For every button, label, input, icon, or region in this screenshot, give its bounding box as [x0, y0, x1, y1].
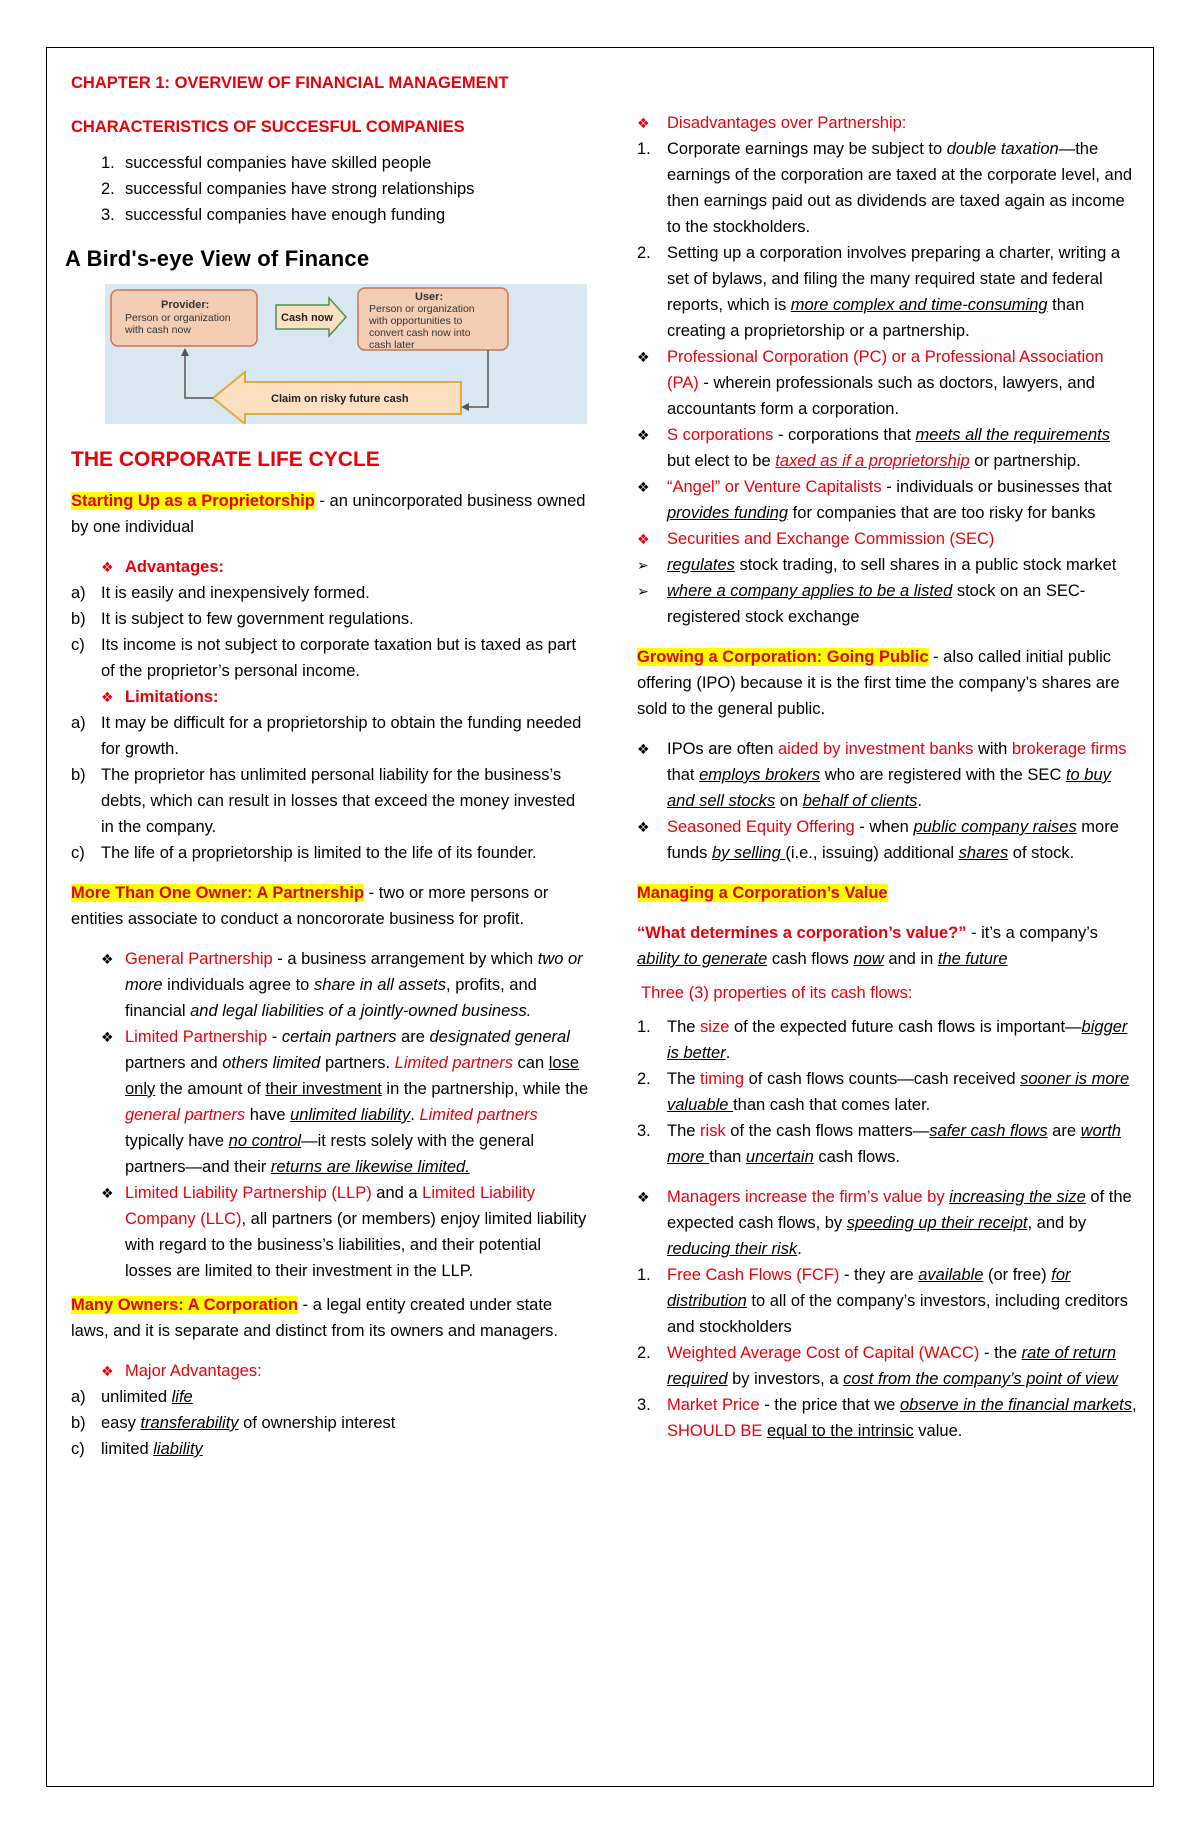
going-public-definition: Growing a Corporation: Going Public - also called initial public offering (IPO) because it is the first time the company’s shares are sold to the general public. — [637, 648, 1120, 718]
chapter-title: CHAPTER 1: OVERVIEW OF FINANCIAL MANAGEMENT — [71, 74, 509, 92]
list-item: a) It is easily and inexpensively formed. — [71, 584, 370, 602]
list-item: a) unlimited life — [71, 1388, 193, 1406]
diamond-bullet-icon: ❖ — [637, 349, 650, 365]
life-cycle-title: THE CORPORATE LIFE CYCLE — [71, 448, 380, 471]
arrow-bullet-icon: ➢ — [637, 583, 649, 599]
managers-item: ❖ Managers increase the firm’s value by increasing the size of the expected cash flows, by speeding up their receipt, and by reducing their risk. — [637, 1184, 1137, 1262]
list-item: 2. Weighted Average Cost of Capital (WACC) - the rate of return required by investors, a cost from the company’s point of view — [637, 1344, 1118, 1388]
list-item: c) Its income is not subject to corporate taxation but is taxed as part of the proprietor’s personal income. — [71, 636, 577, 680]
right-column — [637, 110, 1137, 1444]
list-item: c) limited liability — [71, 1440, 203, 1458]
partnership-definition: More Than One Owner: A Partnership - two or more persons or entities associate to conduct a noncororate business for profit. — [71, 884, 549, 928]
list-item: 1. successful companies have skilled people — [101, 154, 432, 172]
list-item: c) The life of a proprietorship is limited to the life of its founder. — [71, 844, 537, 862]
diamond-bullet-icon: ❖ — [637, 115, 650, 131]
list-item: b) The proprietor has unlimited personal liability for the business’s debts, which can result in losses that exceed the money invested in the company. — [71, 766, 576, 836]
corporation-heading: Many Owners: A Corporation — [71, 1296, 299, 1314]
user-desc-line: with opportunities to — [369, 315, 463, 327]
birds-eye-title: A Bird's-eye View of Finance — [65, 246, 370, 271]
s-corp-item: ❖ S corporations - corporations that meets all the requirements but elect to be taxed as if a proprietorship or partnership. — [637, 422, 1137, 474]
angel-item: ❖ “Angel” or Venture Capitalists - individuals or businesses that provides funding for companies that are too risky for banks — [637, 474, 1137, 526]
finance-flow-diagram — [105, 284, 587, 424]
list-item: 1. Free Cash Flows (FCF) - they are available (or free) for distribution to all of the company’s investors, including creditors and stockholders — [637, 1266, 1129, 1336]
llp-item: ❖ Limited Liability Partnership (LLP) and a Limited Liability Company (LLC), all partners (or members) enjoy limited liability with regard to the business’s liabilities, and their potential losses are limited to their investment in the LLP. — [71, 1180, 591, 1284]
user-desc-line: Person or organization — [369, 303, 475, 315]
cash-flow-properties-heading: Three (3) properties of its cash flows: — [641, 984, 913, 1002]
list-item: a) It may be difficult for a proprietorship to obtain the funding needed for growth. — [71, 714, 582, 758]
list-item: 2. Setting up a corporation involves preparing a charter, writing a set of bylaws, and filing the many required state and federal reports, which is more complex and time-consuming than creating a proprietorship or a partnership. — [637, 244, 1121, 340]
sec-item: ❖ Securities and Exchange Commission (SEC) — [637, 526, 1137, 552]
seo-item: ❖ Seasoned Equity Offering - when public company raises more funds by selling (i.e., issuing) additional shares of stock. — [637, 814, 1137, 866]
value-heading: Managing a Corporation’s Value — [637, 884, 888, 902]
diamond-bullet-icon: ❖ — [101, 951, 114, 967]
diamond-bullet-icon: ❖ — [637, 479, 650, 495]
diamond-bullet-icon: ❖ — [637, 531, 650, 547]
diamond-bullet-icon: ❖ — [101, 559, 114, 575]
major-advantages-label: ❖ Major Advantages: — [71, 1358, 591, 1384]
diamond-bullet-icon: ❖ — [637, 427, 650, 443]
provider-title: Provider: — [161, 299, 210, 311]
limitations-label: ❖ Limitations: — [71, 684, 591, 710]
user-title: User: — [415, 291, 444, 303]
diamond-bullet-icon: ❖ — [101, 1363, 114, 1379]
general-partnership-item: ❖ General Partnership - a business arrangement by which two or more individuals agree to share in all assets, profits, and financial and legal liabilities of a jointly-owned business. — [71, 946, 591, 1024]
list-item: 3. Market Price - the price that we observe in the financial markets, SHOULD BE equal to the intrinsic value. — [637, 1396, 1137, 1440]
value-question: “What determines a corporation’s value?” - it’s a company’s ability to generate cash flows now and in the future — [637, 924, 1098, 968]
list-item: 2. The timing of cash flows counts—cash received sooner is more valuable than cash that comes later. — [637, 1070, 1130, 1114]
value-heading-line — [637, 880, 1137, 906]
list-item: 3. The risk of the cash flows matters—safer cash flows are worth more than uncertain cash flows. — [637, 1122, 1121, 1166]
arrow-bullet-icon: ➢ — [637, 557, 649, 573]
cash-now-label: Cash now — [281, 312, 333, 324]
list-item: 1. Corporate earnings may be subject to double taxation—the earnings of the corporation are taxed at the corporate level, and then earnings paid out as dividends are taxed again as income to the stockholders. — [637, 140, 1133, 236]
proprietorship-definition: Starting Up as a Proprietorship - an unincorporated business owned by one individual — [71, 492, 586, 536]
diamond-bullet-icon: ❖ — [637, 741, 650, 757]
list-item: 3. successful companies have enough funding — [101, 206, 446, 224]
left-column — [65, 70, 591, 1462]
list-item: 1. The size of the expected future cash flows is important—bigger is better. — [637, 1018, 1128, 1062]
claim-label: Claim on risky future cash — [271, 393, 409, 405]
pc-item: ❖ Professional Corporation (PC) or a Professional Association (PA) - wherein professionals such as doctors, lawyers, and accountants form a corporation. — [637, 344, 1137, 422]
advantages-label: ❖ Advantages: — [71, 554, 591, 580]
diamond-bullet-icon: ❖ — [101, 1185, 114, 1201]
ipo-item: ❖ IPOs are often aided by investment banks with brokerage firms that employs brokers who are registered with the SEC to buy and sell stocks on behalf of clients. — [637, 736, 1137, 814]
limited-partnership-item: ❖ Limited Partnership - certain partners are designated general partners and others limited partners. Limited partners can lose only the amount of their investment in the partnership, while the general partners have unlimited liability. Limited partners typically have no control—it rests solely with the general partners—and their returns are likewise limited. — [71, 1024, 591, 1180]
characteristics-heading: CHARACTERISTICS OF SUCCESFUL COMPANIES — [71, 118, 465, 136]
corporation-definition: Many Owners: A Corporation - a legal entity created under state laws, and it is separate and distinct from its owners and managers. — [71, 1296, 558, 1340]
proprietorship-heading: Starting Up as a Proprietorship — [71, 492, 315, 510]
partnership-heading: More Than One Owner: A Partnership — [71, 884, 365, 902]
list-item: b) easy transferability of ownership interest — [71, 1414, 396, 1432]
user-desc-line: cash later — [369, 339, 415, 351]
provider-desc-line: Person or organization — [125, 312, 231, 324]
disadvantages-label: ❖ Disadvantages over Partnership: — [637, 110, 1137, 136]
list-item: ➢ regulates stock trading, to sell shares in a public stock market — [637, 552, 1137, 578]
list-item: b) It is subject to few government regulations. — [71, 610, 414, 628]
diamond-bullet-icon: ❖ — [101, 689, 114, 705]
user-desc-line: convert cash now into — [369, 327, 471, 339]
list-item: ➢ where a company applies to be a listed stock on an SEC-registered stock exchange — [637, 578, 1137, 630]
diamond-bullet-icon: ❖ — [637, 1189, 650, 1205]
diamond-bullet-icon: ❖ — [637, 819, 650, 835]
going-public-heading: Growing a Corporation: Going Public — [637, 648, 929, 666]
diamond-bullet-icon: ❖ — [101, 1029, 114, 1045]
provider-desc-line: with cash now — [125, 324, 191, 336]
list-item: 2. successful companies have strong relationships — [101, 180, 475, 198]
